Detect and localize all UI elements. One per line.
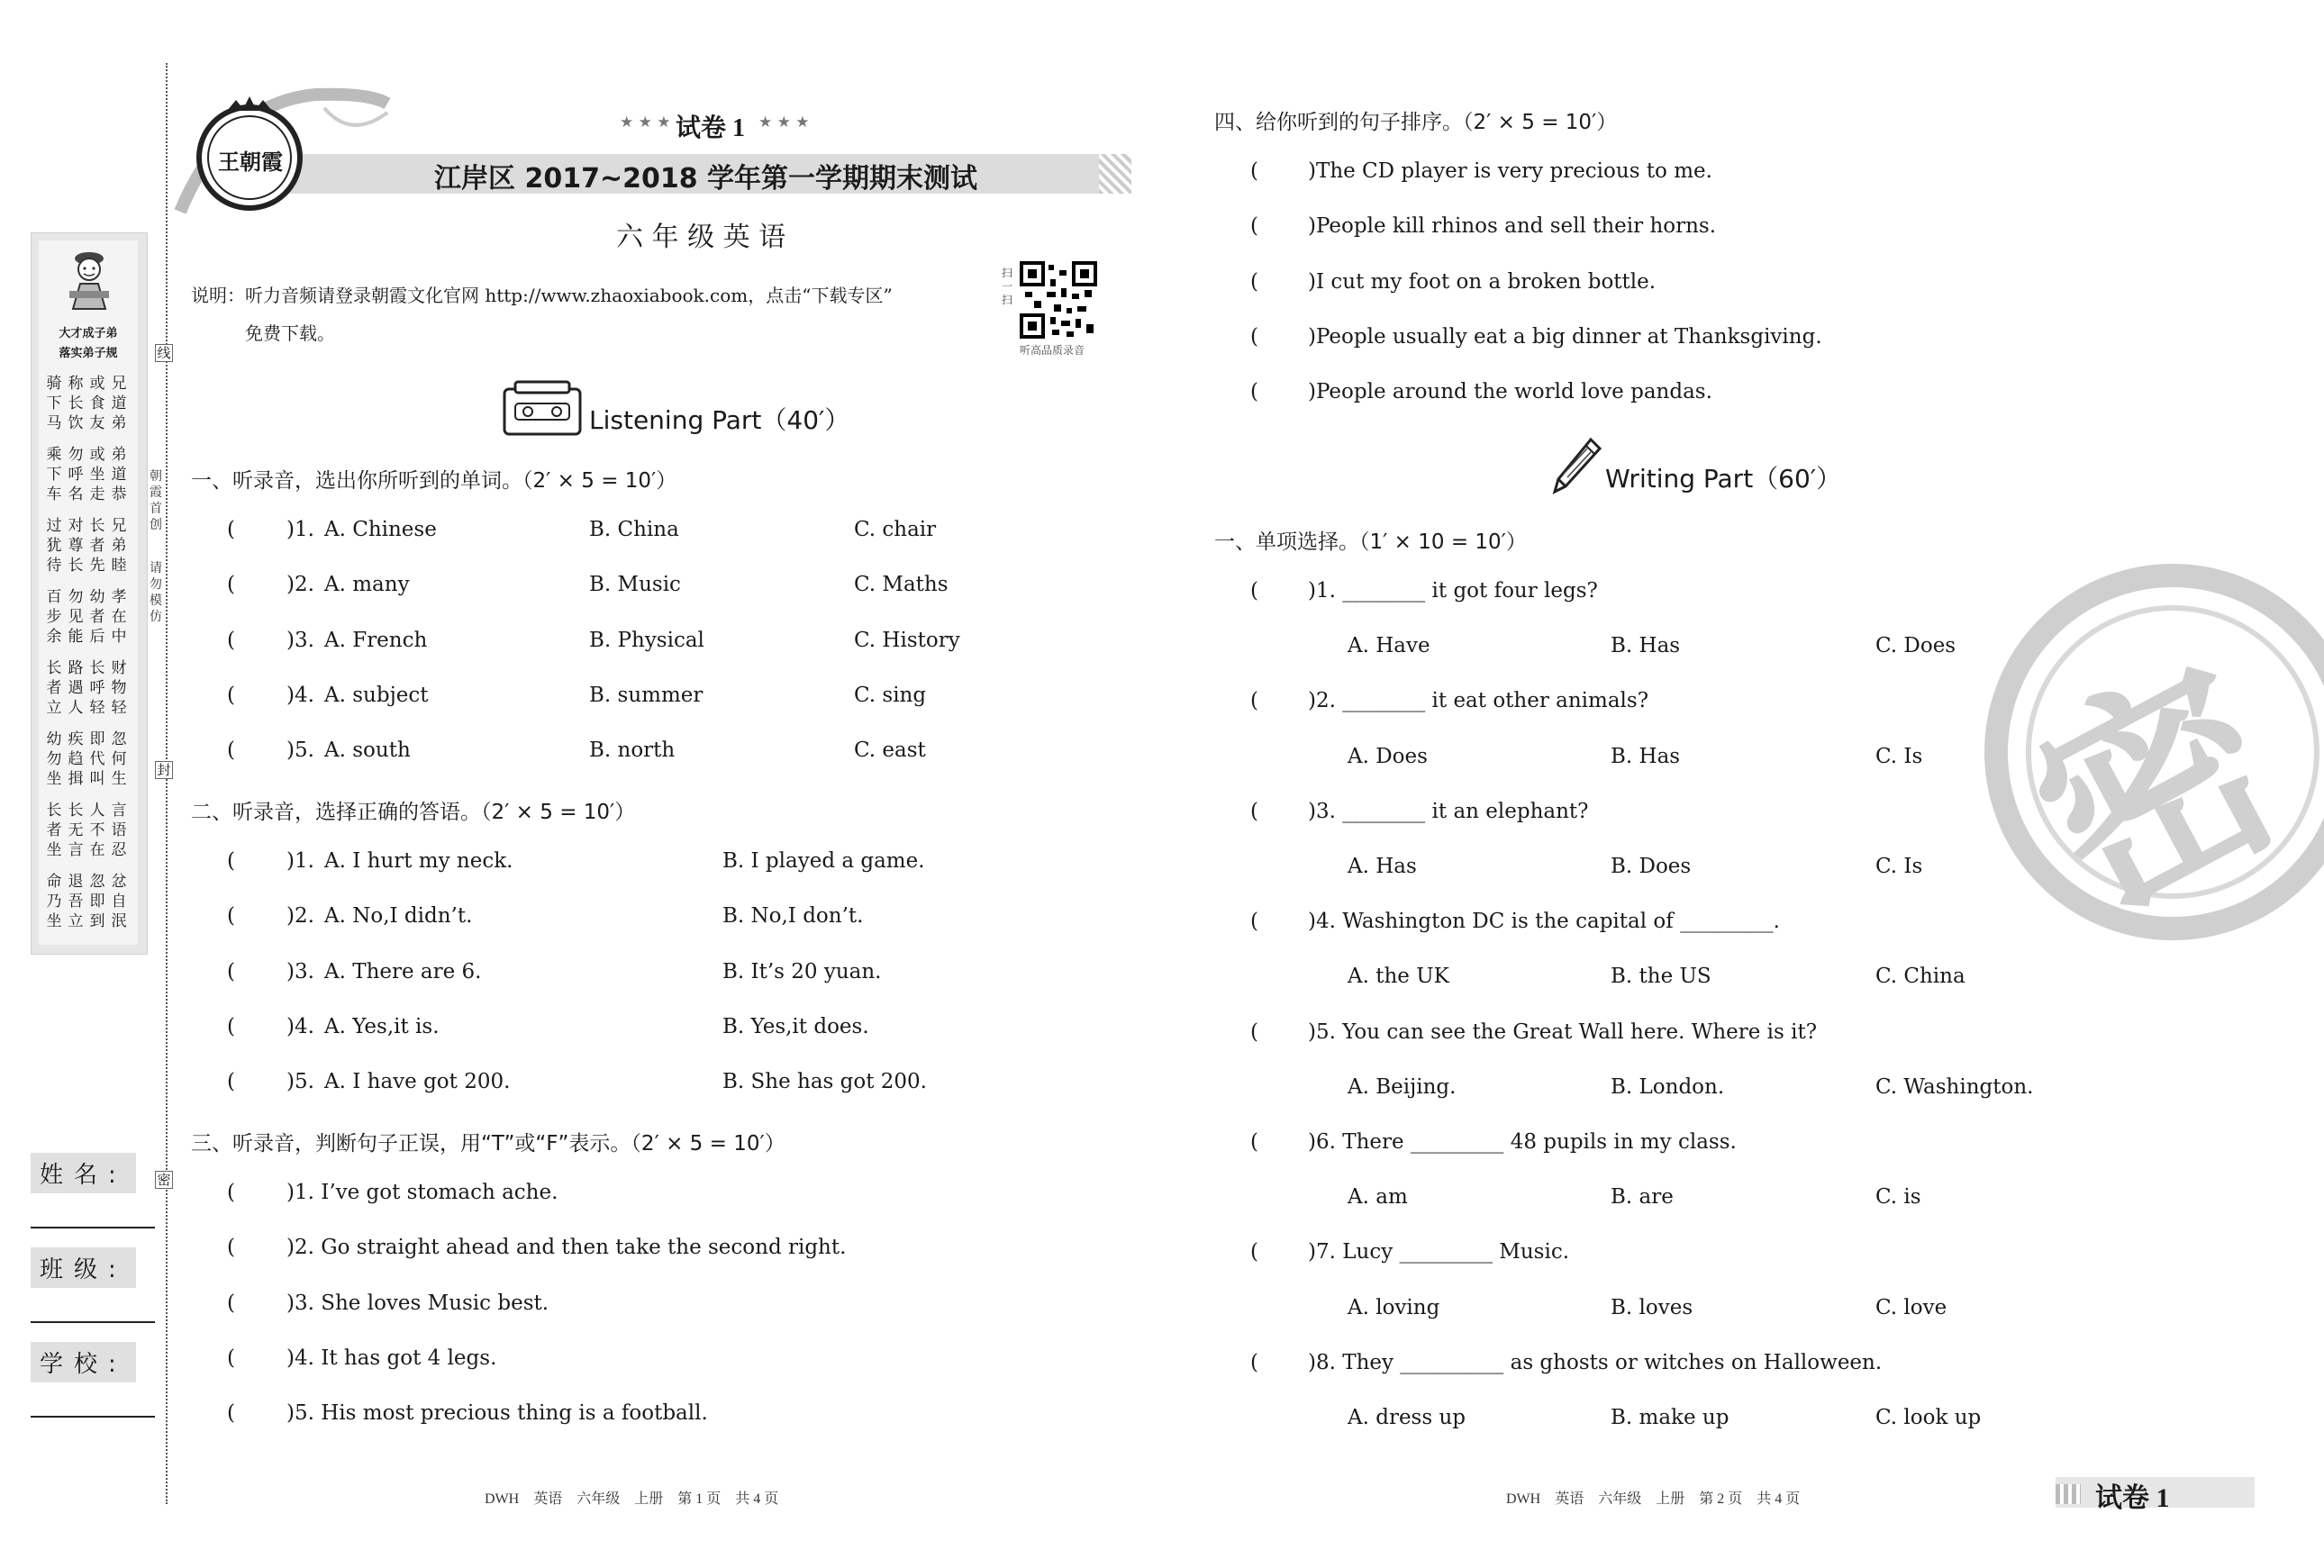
option-b: B. It’s 20 yuan. (722, 959, 882, 983)
poem-column: 财物轻 (111, 659, 127, 717)
answer-paren[interactable]: ( (1250, 1350, 1258, 1374)
answer-paren[interactable]: ( (227, 1291, 235, 1315)
answer-paren[interactable]: ( (227, 628, 235, 652)
listening-section-4-title: 四、给你听到的句子排序。（2′ × 5 = 10′） (1214, 111, 1618, 134)
option-c: C. love (1875, 1295, 1947, 1319)
poem-column: 言语忍 (111, 802, 127, 859)
option-a: A. Yes,it is. (324, 1014, 440, 1038)
poem-column: 长呼轻 (89, 659, 105, 717)
stars-left: ★ ★ ★ (620, 113, 671, 131)
question-number: )1. (286, 518, 314, 541)
option-c: C. Does (1875, 634, 1956, 658)
option-a: A. Chinese (324, 518, 437, 541)
poem-column: 忿自泯 (111, 873, 127, 930)
answer-paren[interactable]: ( (1250, 159, 1258, 183)
statement-text: )5. His most precious thing is a football. (286, 1401, 708, 1426)
poem-column: 人不在 (89, 802, 105, 859)
question-number: )3. (286, 959, 314, 983)
poem-column: 即代叫 (89, 730, 105, 788)
option-b: B. make up (1611, 1406, 1729, 1429)
pencil-icon (1551, 436, 1602, 495)
audio-note-line-1: 说明：听力音频请登录朝霞文化官网 http://www.zhaoxiabook.com，点击“下载专区” (191, 285, 893, 306)
title-band-pattern (1099, 154, 1131, 194)
logo-text: 王朝霞 (218, 149, 283, 175)
answer-paren[interactable]: ( (227, 1181, 235, 1204)
writing-section-1-title: 一、单项选择。（1′ × 10 = 10′） (1214, 530, 1527, 554)
option-a: A. dress up (1348, 1406, 1466, 1429)
watermark-char: 密 (1996, 622, 2319, 961)
class-label: 班级: (31, 1247, 136, 1288)
scholar-figure-icon (64, 246, 114, 318)
listening-section-2-title: 二、听录音，选择正确的答语。（2′ × 5 = 10′） (191, 801, 636, 824)
answer-paren[interactable]: ( (227, 1236, 235, 1260)
answer-paren[interactable]: ( (1250, 1130, 1258, 1154)
poem-column: 乘下车 (46, 446, 62, 503)
sentence-text: )The CD player is very precious to me. (1308, 159, 1712, 183)
option-a: A. I have got 200. (324, 1070, 511, 1094)
option-b: B. Has (1611, 744, 1681, 768)
question-number: )1. (286, 849, 314, 873)
poem-column: 长者先 (89, 517, 105, 575)
option-a: A. south (324, 739, 411, 763)
answer-paren[interactable]: ( (1250, 689, 1258, 713)
poem-column: 对尊长 (68, 517, 84, 575)
option-c: C. China (1875, 965, 1965, 989)
option-a: A. Has (1348, 855, 1417, 878)
name-line (31, 1227, 155, 1228)
answer-paren[interactable]: ( (227, 849, 235, 873)
option-a: A. many (324, 573, 410, 597)
option-a: A. subject (324, 683, 429, 707)
question-number: )4. (286, 1014, 314, 1038)
seal-char-3: 密 (155, 1171, 173, 1189)
answer-paren[interactable]: ( (227, 959, 235, 983)
paper-label: 试卷 1 (676, 114, 746, 142)
option-a: A. French (324, 628, 428, 652)
answer-paren[interactable]: ( (1250, 380, 1258, 404)
corner-paper-label: 试卷 1 (2095, 1483, 2170, 1513)
option-c: C. Washington. (1875, 1074, 2034, 1099)
question-number: )3. (286, 628, 314, 652)
poem-column: 长者坐 (46, 802, 62, 859)
motto-strip (31, 232, 148, 955)
poem-column: 称长饮 (68, 375, 84, 432)
answer-paren[interactable]: ( (227, 1070, 235, 1094)
option-a: A. I hurt my neck. (324, 849, 513, 873)
qr-caption-side: 扫一扫 (1002, 267, 1013, 306)
audio-note-line-2: 免费下载。 (245, 322, 335, 344)
question-number: )5. (286, 739, 314, 763)
vertical-note-1: 朝霞首创 (150, 469, 162, 532)
question-number: )5. (286, 1070, 314, 1094)
option-a: A. Have (1348, 634, 1430, 658)
option-c: C. Is (1875, 855, 1923, 878)
option-c: C. History (854, 628, 960, 652)
question-number: )2. (286, 904, 314, 929)
answer-paren[interactable]: ( (227, 1346, 235, 1370)
option-a: A. loving (1348, 1295, 1440, 1319)
poem-column: 长者立 (46, 659, 62, 717)
question-text: )2. ________ it eat other animals? (1308, 689, 1649, 713)
option-b: B. summer (589, 683, 704, 707)
seal-char-1: 线 (155, 344, 173, 362)
answer-paren[interactable]: ( (227, 1401, 235, 1426)
answer-paren[interactable]: ( (1250, 579, 1258, 603)
footer-page-2: DWH 英语 六年级 上册 第 2 页 共 4 页 (1506, 1491, 1801, 1507)
option-c: C. chair (854, 518, 937, 541)
option-b: B. Does (1611, 855, 1692, 878)
poem-column: 孝在中 (111, 588, 127, 646)
option-b: B. No,I don’t. (722, 904, 864, 929)
poem-column: 百步余 (46, 588, 62, 646)
option-b: B. I played a game. (722, 849, 925, 873)
poem-block (44, 374, 134, 932)
motto-line-1: 大才成子弟 (59, 327, 118, 340)
answer-paren[interactable]: ( (1250, 1240, 1258, 1264)
question-text: )3. ________ it an elephant? (1308, 799, 1589, 823)
statement-text: )1. I’ve got stomach ache. (286, 1181, 558, 1204)
binding-cut-line (166, 63, 168, 1504)
poem-column: 退吾立 (68, 873, 84, 930)
poem-column: 勿呼名 (68, 446, 84, 503)
poem-column: 或坐走 (89, 446, 105, 503)
statement-text: )2. Go straight ahead and then take the second right. (286, 1236, 847, 1260)
option-c: C. east (854, 739, 926, 763)
question-text: )1. ________ it got four legs? (1308, 579, 1598, 603)
seal-char-2: 封 (155, 761, 173, 779)
answer-paren[interactable]: ( (227, 904, 235, 929)
exam-title: 江岸区 2017~2018 学年第一学期期末测试 (434, 163, 978, 195)
poem-column: 勿见能 (68, 588, 84, 646)
poem-column: 兄弟睦 (111, 517, 127, 575)
school-line (31, 1416, 155, 1418)
option-b: B. are (1611, 1185, 1674, 1210)
sentence-text: )I cut my foot on a broken bottle. (1308, 269, 1657, 294)
answer-paren[interactable]: ( (227, 518, 235, 541)
exam-subject: 六 年 级 英 语 (616, 222, 786, 253)
sentence-text: )People usually eat a big dinner at Thanksgiving. (1308, 324, 1822, 349)
answer-paren[interactable]: ( (1250, 799, 1258, 823)
option-a: A. am (1348, 1185, 1408, 1210)
sentence-text: )People kill rhinos and sell their horns. (1308, 214, 1717, 239)
stars-right: ★ ★ ★ (758, 113, 810, 131)
poem-column: 忽即到 (89, 873, 105, 930)
answer-paren[interactable]: ( (227, 1014, 235, 1038)
poem-column: 长无言 (68, 802, 84, 859)
option-b: B. Music (589, 573, 681, 597)
cassette-tape-icon (503, 380, 582, 436)
option-b: B. China (589, 518, 679, 541)
question-number: )2. (286, 573, 314, 597)
class-line (31, 1321, 155, 1323)
question-text: )8. They __________ as ghosts or witches on Halloween. (1308, 1350, 1883, 1374)
question-text: )4. Washington DC is the capital of _________. (1308, 910, 1780, 934)
writing-heading: Writing Part（60′） (1605, 464, 1842, 494)
option-b: B. the US (1611, 965, 1711, 989)
question-text: )7. Lucy _________ Music. (1308, 1240, 1570, 1264)
question-text: )6. There _________ 48 pupils in my class. (1308, 1130, 1737, 1154)
poem-column: 疾趋揖 (68, 730, 84, 788)
option-a: A. Does (1348, 744, 1428, 768)
poem-column: 忽何生 (111, 730, 127, 788)
answer-paren[interactable]: ( (1250, 910, 1258, 934)
option-a: A. the UK (1348, 965, 1449, 989)
motto-line-2: 落实弟子规 (59, 347, 118, 360)
motto-strip-inner (39, 240, 138, 945)
poem-column: 弟道恭 (111, 446, 127, 503)
vertical-note-2: 请勿模仿 (150, 561, 162, 624)
footer-page-1: DWH 英语 六年级 上册 第 1 页 共 4 页 (485, 1491, 779, 1507)
answer-paren[interactable]: ( (1250, 1020, 1258, 1044)
option-c: C. sing (854, 683, 927, 707)
question-text: )5. You can see the Great Wall here. Where is it? (1308, 1020, 1818, 1044)
option-c: C. Maths (854, 573, 949, 597)
option-b: B. London. (1611, 1074, 1725, 1099)
option-c: C. Is (1875, 744, 1923, 768)
poem-column: 骑下马 (46, 375, 62, 432)
corner-pattern (2056, 1484, 2081, 1504)
poem-column: 过犹待 (46, 517, 62, 575)
answer-paren[interactable]: ( (1250, 269, 1258, 294)
answer-paren[interactable]: ( (1250, 324, 1258, 349)
option-c: C. look up (1875, 1406, 1982, 1429)
option-a: A. Beijing. (1348, 1074, 1457, 1099)
statement-text: )4. It has got 4 legs. (286, 1346, 497, 1370)
listening-section-1-title: 一、听录音，选出你所听到的单词。（2′ × 5 = 10′） (191, 469, 677, 493)
option-b: B. loves (1611, 1295, 1693, 1319)
school-label: 学校: (31, 1342, 136, 1382)
qr-caption-bottom: 听高品质录音 (1020, 344, 1085, 357)
qr-code-icon[interactable] (1020, 261, 1097, 339)
option-b: B. Has (1611, 634, 1681, 658)
option-b: B. Physical (589, 628, 704, 652)
sentence-text: )People around the world love pandas. (1308, 380, 1712, 404)
option-a: A. No,I didn’t. (324, 904, 473, 929)
listening-heading: Listening Part（40′） (589, 405, 850, 435)
option-b: B. north (589, 739, 676, 763)
name-label: 姓名: (31, 1153, 136, 1193)
option-b: B. Yes,it does. (722, 1014, 869, 1038)
answer-paren[interactable]: ( (1250, 214, 1258, 239)
question-number: )4. (286, 683, 314, 707)
answer-paren[interactable]: ( (227, 683, 235, 707)
option-b: B. She has got 200. (722, 1070, 927, 1094)
poem-column: 路遇人 (68, 659, 84, 717)
poem-column: 幼勿坐 (46, 730, 62, 788)
option-a: A. There are 6. (324, 959, 482, 983)
poem-column: 兄道弟 (111, 375, 127, 432)
option-c: C. is (1875, 1185, 1921, 1210)
poem-column: 命乃坐 (46, 873, 62, 930)
answer-paren[interactable]: ( (227, 573, 235, 597)
statement-text: )3. She loves Music best. (286, 1291, 549, 1315)
poem-column: 或食友 (89, 375, 105, 432)
listening-section-3-title: 三、听录音，判断句子正误，用“T”或“F”表示。（2′ × 5 = 10′） (191, 1132, 785, 1156)
poem-column: 幼者后 (89, 588, 105, 646)
answer-paren[interactable]: ( (227, 739, 235, 763)
